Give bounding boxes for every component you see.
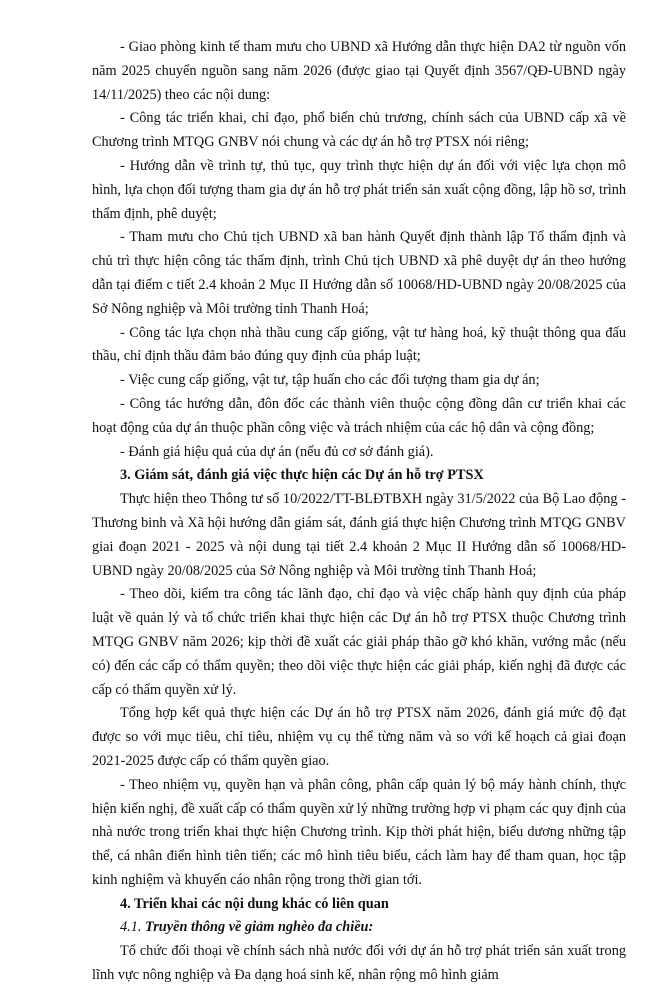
- paragraph-results-summary: Tổng hợp kết quả thực hiện các Dự án hỗ trợ PTSX năm 2026, đánh giá mức độ đạt được so với mục tiêu, chỉ tiêu, nhiệm vụ cụ thể từng năm và so với kế hoạch cả giai đoạn 2021-2025 được cấp có thẩm quyền giao.: [92, 705, 626, 769]
- paragraph-appraisal-team: - Tham mưu cho Chủ tịch UBND xã ban hành Quyết định thành lập Tổ thẩm định và chủ trì thực hiện công tác thẩm định, trình Chủ tịch UBND xã phê duyệt dự án theo hướng dẫn tại điểm c tiết 2.4 khoản 2 Mục II Hướng dẫn số 10068/HD-UBND ngày 20/08/2025 của Sở Nông nghiệp và Môi trường tỉnh Thanh Hoá;: [92, 229, 626, 317]
- paragraph-effectiveness-evaluation: - Đánh giá hiệu quả của dự án (nếu đủ cơ sở đánh giá).: [120, 443, 434, 460]
- paragraph-policy-dialogue: Tổ chức đối thoại về chính sách nhà nước đối với dự án hỗ trợ phát triển sản xuất trong lĩnh vực nông nghiệp và Đa dạng hoá sinh kế, nhân rộng mô hình giảm: [92, 943, 626, 984]
- section-heading-4: 4. Triển khai các nội dung khác có liên quan: [120, 895, 389, 912]
- paragraph-deployment-direction: - Công tác triển khai, chỉ đạo, phổ biến chủ trương, chính sách của UBND cấp xã về Chương trình MTQG GNBV nói chung và các dự án hỗ trợ PTSX nói riêng;: [92, 110, 626, 151]
- paragraph-monitoring-inspection: - Theo dõi, kiểm tra công tác lãnh đạo, chỉ đạo và việc chấp hành quy định của pháp luật về quản lý và tổ chức triển khai thực hiện các Dự án hỗ trợ PTSX thuộc Chương trình MTQG GNBV năm 2026; kịp thời đề xuất các giải pháp thão gỡ khó khăn, vướng mắc (nếu có) đến các cấp có thẩm quyền; theo dõi việc thực hiện các giải pháp, kiến nghị đã được các cấp có thẩm quyền xử lý.: [92, 586, 626, 698]
- paragraph-supply-training: - Việc cung cấp giống, vật tư, tập huấn cho các đối tượng tham gia dự án;: [120, 372, 540, 389]
- paragraph-assign-economic-office: - Giao phòng kinh tế tham mưu cho UBND xã Hướng dẫn thực hiện DA2 từ nguồn vốn năm 2025 chuyển nguồn sang năm 2026 (được giao tại Quyết định 3567/QĐ-UBND ngày 14/11/2025) theo các nội dung:: [92, 39, 626, 103]
- subsection-number: 4.1.: [120, 919, 142, 936]
- paragraph-circular-reference: Thực hiện theo Thông tư số 10/2022/TT-BLĐTBXH ngày 31/5/2022 của Bộ Lao động - Thương binh và Xã hội hướng dẫn giám sát, đánh giá thực hiện Chương trình MTQG GNBV giai đoạn 2021 - 2025 và nội dung tại tiết 2.4 khoản 2 Mục II Hướng dẫn số 10068/HD-UBND ngày 20/08/2025 của Sở Nông nghiệp và Môi trường tỉnh Thanh Hoá;: [92, 491, 626, 579]
- subsection-heading-4-1: [92, 916, 626, 940]
- paragraph-procedure-guidance: - Hướng dẫn về trình tự, thủ tục, quy trình thực hiện dự án đối với việc lựa chọn mô hình, lựa chọn đối tượng tham gia dự án hỗ trợ phát triển sản xuất cộng đồng, lập hồ sơ, trình thẩm định, phê duyệt;: [92, 157, 626, 222]
- section-heading-3: 3. Giám sát, đánh giá việc thực hiện các Dự án hỗ trợ PTSX: [120, 467, 484, 484]
- paragraph-contractor-selection: - Công tác lựa chọn nhà thầu cung cấp giống, vật tư hàng hoá, kỹ thuật thông qua đấu thầu, chỉ định thầu đảm bảo đúng quy định của pháp luật;: [92, 324, 626, 365]
- paragraph-violations-handling: - Theo nhiệm vụ, quyền hạn và phân công, phân cấp quản lý bộ máy hành chính, thực hiện kiến nghị, đề xuất cấp có thẩm quyền xử lý những trường hợp vi phạm các quy định của nhà nước trong triển khai thực hiện Chương trình. Kịp thời phát hiện, biểu dương những tập thể, cá nhân điển hình tiên tiến; các mô hình tiêu biểu, cách làm hay để tham quan, học tập kinh nghiệm và khuyến cáo nhân rộng trong thời gian tới.: [92, 776, 626, 888]
- subsection-title: Truyền thông về giảm nghèo đa chiều:: [145, 919, 374, 936]
- paragraph-community-guidance: - Công tác hướng dẫn, đôn đốc các thành viên thuộc cộng đồng dân cư triển khai các hoạt động của dự án thuộc phần công việc và trách nhiệm của các hộ dân và cộng đồng;: [92, 395, 626, 436]
